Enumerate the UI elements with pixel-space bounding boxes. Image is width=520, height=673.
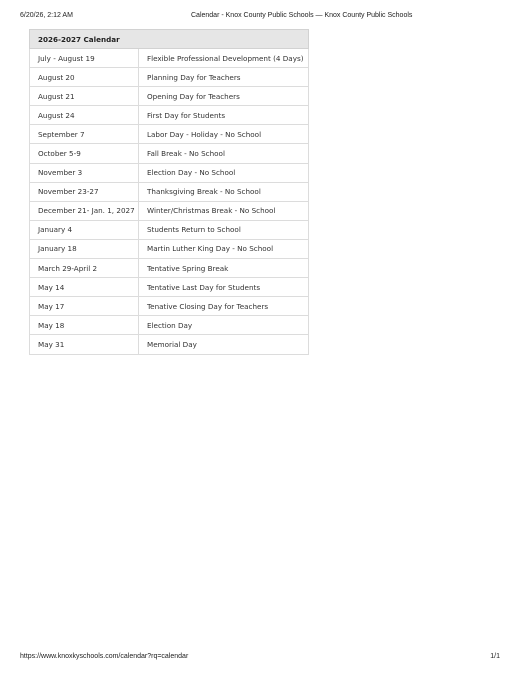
row-event: Tentative Spring Break: [139, 259, 309, 278]
row-event: Planning Day for Teachers: [139, 68, 309, 87]
table-header-row: [30, 30, 309, 49]
row-date: August 21: [30, 87, 139, 106]
table-row: [30, 163, 309, 182]
calendar-body: [30, 49, 309, 355]
row-event: Election Day - No School: [139, 163, 309, 182]
row-date: March 29-April 2: [30, 259, 139, 278]
row-event: Students Return to School: [139, 220, 309, 239]
row-date: October 5-9: [30, 144, 139, 163]
row-date: August 20: [30, 68, 139, 87]
row-date: July - August 19: [30, 49, 139, 68]
row-event: Fall Break - No School: [139, 144, 309, 163]
table-row: [30, 297, 309, 316]
calendar-heading: 2026-2027 Calendar: [30, 30, 309, 49]
print-header: [20, 12, 500, 24]
row-date: August 24: [30, 106, 139, 125]
row-date: September 7: [30, 125, 139, 144]
row-event: Flexible Professional Development (4 Days): [139, 49, 309, 68]
row-event: Winter/Christmas Break - No School: [139, 201, 309, 220]
row-event: Memorial Day: [139, 335, 309, 354]
row-event: Election Day: [139, 316, 309, 335]
row-event: Tentative Last Day for Students: [139, 278, 309, 297]
row-event: Martin Luther King Day - No School: [139, 239, 309, 258]
row-event: Thanksgiving Break - No School: [139, 182, 309, 201]
table-row: [30, 278, 309, 297]
page-number: 1/1: [490, 653, 500, 660]
print-page-title: Calendar - Knox County Public Schools — Knox County Public Schools: [191, 12, 413, 19]
print-datetime: 6/20/26, 2:12 AM: [20, 12, 73, 19]
row-date: January 4: [30, 220, 139, 239]
row-event: Opening Day for Teachers: [139, 87, 309, 106]
table-row: [30, 144, 309, 163]
row-date: May 17: [30, 297, 139, 316]
row-date: December 21- Jan. 1, 2027: [30, 201, 139, 220]
table-row: [30, 49, 309, 68]
table-row: [30, 259, 309, 278]
row-date: January 18: [30, 239, 139, 258]
row-date: November 3: [30, 163, 139, 182]
table-row: [30, 68, 309, 87]
row-event: Labor Day - Holiday - No School: [139, 125, 309, 144]
table-row: [30, 220, 309, 239]
row-date: November 23-27: [30, 182, 139, 201]
table-row: [30, 201, 309, 220]
page-url: https://www.knoxkyschools.com/calendar?rq=calendar: [20, 653, 189, 660]
table-row: [30, 239, 309, 258]
row-date: May 31: [30, 335, 139, 354]
row-date: May 18: [30, 316, 139, 335]
table-row: [30, 316, 309, 335]
calendar-table: [29, 29, 309, 355]
table-row: [30, 87, 309, 106]
table-row: [30, 106, 309, 125]
table-row: [30, 125, 309, 144]
table-row: [30, 335, 309, 354]
table-row: [30, 182, 309, 201]
row-event: First Day for Students: [139, 106, 309, 125]
row-date: May 14: [30, 278, 139, 297]
row-event: Tenative Closing Day for Teachers: [139, 297, 309, 316]
